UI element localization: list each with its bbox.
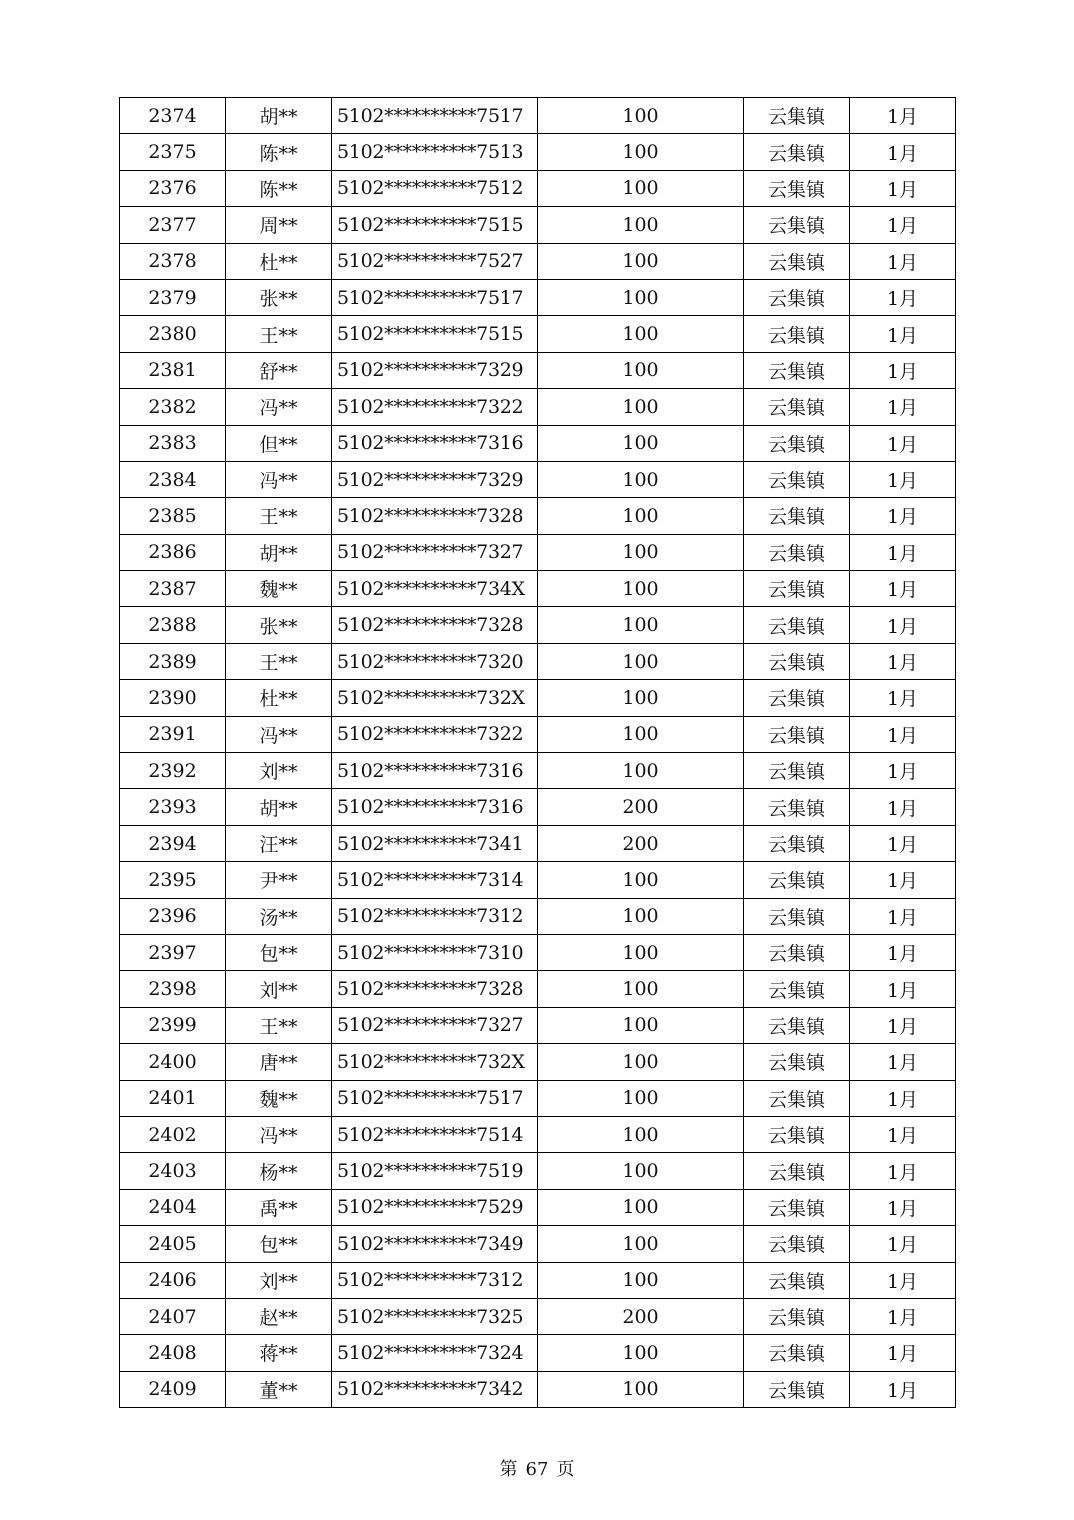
table-row [120,534,956,570]
page-number: 67 [525,1459,549,1480]
name-cell: 汪** [226,825,332,861]
id-number-cell: 5102**********7322 [332,389,538,425]
town-cell: 云集镇 [744,753,850,789]
name-cell: 刘** [226,753,332,789]
name-cell: 包** [226,1226,332,1262]
name-cell: 张** [226,279,332,315]
town-cell: 云集镇 [744,1153,850,1189]
town-cell: 云集镇 [744,716,850,752]
town-cell: 云集镇 [744,571,850,607]
month-cell: 1月 [850,389,956,425]
id-number-cell: 5102**********7527 [332,243,538,279]
amount-cell: 100 [538,1189,744,1225]
row-number-cell: 2388 [120,607,226,643]
month-cell: 1月 [850,643,956,679]
name-cell: 蒋** [226,1335,332,1371]
table-row [120,934,956,970]
town-cell: 云集镇 [744,425,850,461]
month-cell: 1月 [850,1116,956,1152]
name-cell: 刘** [226,971,332,1007]
id-number-cell: 5102**********7341 [332,825,538,861]
row-number-cell: 2406 [120,1262,226,1298]
amount-cell: 100 [538,534,744,570]
amount-cell: 100 [538,170,744,206]
name-cell: 魏** [226,1080,332,1116]
amount-cell: 100 [538,425,744,461]
month-cell: 1月 [850,461,956,497]
id-number-cell: 5102**********7519 [332,1153,538,1189]
table-row [120,898,956,934]
row-number-cell: 2375 [120,134,226,170]
amount-cell: 200 [538,789,744,825]
month-cell: 1月 [850,789,956,825]
row-number-cell: 2409 [120,1371,226,1407]
table-row [120,425,956,461]
amount-cell: 100 [538,898,744,934]
table-row [120,279,956,315]
id-number-cell: 5102**********734X [332,571,538,607]
table-row [120,170,956,206]
town-cell: 云集镇 [744,1262,850,1298]
month-cell: 1月 [850,279,956,315]
id-number-cell: 5102**********7328 [332,607,538,643]
id-number-cell: 5102**********7517 [332,279,538,315]
row-number-cell: 2397 [120,934,226,970]
amount-cell: 100 [538,316,744,352]
amount-cell: 100 [538,643,744,679]
table-row [120,352,956,388]
row-number-cell: 2374 [120,98,226,134]
table-row [120,789,956,825]
town-cell: 云集镇 [744,1335,850,1371]
town-cell: 云集镇 [744,862,850,898]
table-row [120,1116,956,1152]
table-row [120,1335,956,1371]
name-cell: 尹** [226,862,332,898]
row-number-cell: 2405 [120,1226,226,1262]
amount-cell: 100 [538,1044,744,1080]
month-cell: 1月 [850,134,956,170]
town-cell: 云集镇 [744,534,850,570]
table-row [120,825,956,861]
town-cell: 云集镇 [744,825,850,861]
month-cell: 1月 [850,862,956,898]
name-cell: 魏** [226,571,332,607]
amount-cell: 100 [538,1116,744,1152]
name-cell: 胡** [226,789,332,825]
row-number-cell: 2396 [120,898,226,934]
row-number-cell: 2395 [120,862,226,898]
table-row [120,643,956,679]
month-cell: 1月 [850,1371,956,1407]
table-row [120,862,956,898]
month-cell: 1月 [850,971,956,1007]
amount-cell: 100 [538,1007,744,1043]
amount-cell: 100 [538,243,744,279]
id-number-cell: 5102**********732X [332,1044,538,1080]
town-cell: 云集镇 [744,316,850,352]
row-number-cell: 2376 [120,170,226,206]
name-cell: 汤** [226,898,332,934]
row-number-cell: 2386 [120,534,226,570]
id-number-cell: 5102**********7322 [332,716,538,752]
town-cell: 云集镇 [744,98,850,134]
town-cell: 云集镇 [744,1226,850,1262]
row-number-cell: 2378 [120,243,226,279]
table-row [120,461,956,497]
month-cell: 1月 [850,1153,956,1189]
town-cell: 云集镇 [744,898,850,934]
id-number-cell: 5102**********7328 [332,498,538,534]
page-footer [0,1455,1074,1481]
month-cell: 1月 [850,571,956,607]
month-cell: 1月 [850,316,956,352]
name-cell: 胡** [226,534,332,570]
row-number-cell: 2391 [120,716,226,752]
town-cell: 云集镇 [744,789,850,825]
amount-cell: 100 [538,461,744,497]
id-number-cell: 5102**********7342 [332,1371,538,1407]
name-cell: 陈** [226,134,332,170]
town-cell: 云集镇 [744,971,850,1007]
amount-cell: 100 [538,862,744,898]
name-cell: 杨** [226,1153,332,1189]
month-cell: 1月 [850,716,956,752]
id-number-cell: 5102**********7513 [332,134,538,170]
table-row [120,1262,956,1298]
amount-cell: 100 [538,1080,744,1116]
name-cell: 张** [226,607,332,643]
amount-cell: 100 [538,1335,744,1371]
town-cell: 云集镇 [744,243,850,279]
town-cell: 云集镇 [744,1080,850,1116]
month-cell: 1月 [850,753,956,789]
table-row [120,971,956,1007]
table-row [120,134,956,170]
id-number-cell: 5102**********7314 [332,862,538,898]
amount-cell: 100 [538,571,744,607]
name-cell: 杜** [226,243,332,279]
name-cell: 周** [226,207,332,243]
row-number-cell: 2389 [120,643,226,679]
month-cell: 1月 [850,1080,956,1116]
amount-cell: 100 [538,98,744,134]
table-row [120,1371,956,1407]
amount-cell: 100 [538,680,744,716]
month-cell: 1月 [850,1226,956,1262]
amount-cell: 100 [538,1226,744,1262]
row-number-cell: 2384 [120,461,226,497]
table-row [120,607,956,643]
table-row [120,1044,956,1080]
row-number-cell: 2379 [120,279,226,315]
town-cell: 云集镇 [744,1116,850,1152]
town-cell: 云集镇 [744,1007,850,1043]
name-cell: 冯** [226,1116,332,1152]
id-number-cell: 5102**********7316 [332,753,538,789]
page-prefix: 第 [499,1459,518,1480]
month-cell: 1月 [850,1189,956,1225]
row-number-cell: 2404 [120,1189,226,1225]
row-number-cell: 2377 [120,207,226,243]
amount-cell: 100 [538,971,744,1007]
row-number-cell: 2381 [120,352,226,388]
town-cell: 云集镇 [744,389,850,425]
amount-cell: 100 [538,1371,744,1407]
amount-cell: 100 [538,134,744,170]
row-number-cell: 2398 [120,971,226,1007]
town-cell: 云集镇 [744,680,850,716]
name-cell: 舒** [226,352,332,388]
amount-cell: 100 [538,352,744,388]
table-row [120,1298,956,1334]
id-number-cell: 5102**********7512 [332,170,538,206]
month-cell: 1月 [850,1044,956,1080]
month-cell: 1月 [850,207,956,243]
town-cell: 云集镇 [744,279,850,315]
name-cell: 禹** [226,1189,332,1225]
town-cell: 云集镇 [744,934,850,970]
name-cell: 冯** [226,716,332,752]
page-suffix: 页 [556,1459,575,1480]
month-cell: 1月 [850,1262,956,1298]
town-cell: 云集镇 [744,207,850,243]
id-number-cell: 5102**********7310 [332,934,538,970]
id-number-cell: 5102**********7515 [332,316,538,352]
amount-cell: 200 [538,1298,744,1334]
name-cell: 董** [226,1371,332,1407]
town-cell: 云集镇 [744,1044,850,1080]
table-row [120,753,956,789]
table-row [120,1080,956,1116]
name-cell: 赵** [226,1298,332,1334]
month-cell: 1月 [850,498,956,534]
table-row [120,316,956,352]
name-cell: 王** [226,643,332,679]
id-number-cell: 5102**********7324 [332,1335,538,1371]
id-number-cell: 5102**********7327 [332,534,538,570]
row-number-cell: 2387 [120,571,226,607]
town-cell: 云集镇 [744,134,850,170]
table-row [120,207,956,243]
town-cell: 云集镇 [744,352,850,388]
table-row [120,716,956,752]
amount-cell: 100 [538,1262,744,1298]
table-row [120,1226,956,1262]
row-number-cell: 2403 [120,1153,226,1189]
amount-cell: 100 [538,753,744,789]
month-cell: 1月 [850,607,956,643]
table-row [120,389,956,425]
id-number-cell: 5102**********7329 [332,352,538,388]
month-cell: 1月 [850,1298,956,1334]
name-cell: 王** [226,316,332,352]
row-number-cell: 2400 [120,1044,226,1080]
row-number-cell: 2393 [120,789,226,825]
id-number-cell: 5102**********732X [332,680,538,716]
month-cell: 1月 [850,98,956,134]
name-cell: 包** [226,934,332,970]
town-cell: 云集镇 [744,607,850,643]
id-number-cell: 5102**********7515 [332,207,538,243]
id-number-cell: 5102**********7517 [332,1080,538,1116]
id-number-cell: 5102**********7320 [332,643,538,679]
month-cell: 1月 [850,352,956,388]
month-cell: 1月 [850,825,956,861]
table-row [120,243,956,279]
town-cell: 云集镇 [744,1298,850,1334]
row-number-cell: 2399 [120,1007,226,1043]
name-cell: 唐** [226,1044,332,1080]
id-number-cell: 5102**********7349 [332,1226,538,1262]
town-cell: 云集镇 [744,498,850,534]
month-cell: 1月 [850,1335,956,1371]
id-number-cell: 5102**********7329 [332,461,538,497]
town-cell: 云集镇 [744,461,850,497]
table-row [120,571,956,607]
id-number-cell: 5102**********7316 [332,425,538,461]
month-cell: 1月 [850,934,956,970]
amount-cell: 100 [538,498,744,534]
name-cell: 但** [226,425,332,461]
row-number-cell: 2401 [120,1080,226,1116]
id-number-cell: 5102**********7327 [332,1007,538,1043]
month-cell: 1月 [850,243,956,279]
table-row [120,1007,956,1043]
table-body [120,98,956,1408]
month-cell: 1月 [850,534,956,570]
id-number-cell: 5102**********7312 [332,898,538,934]
amount-cell: 200 [538,825,744,861]
month-cell: 1月 [850,425,956,461]
row-number-cell: 2385 [120,498,226,534]
month-cell: 1月 [850,170,956,206]
name-cell: 王** [226,1007,332,1043]
name-cell: 刘** [226,1262,332,1298]
data-table [119,97,956,1408]
row-number-cell: 2390 [120,680,226,716]
month-cell: 1月 [850,898,956,934]
row-number-cell: 2408 [120,1335,226,1371]
id-number-cell: 5102**********7514 [332,1116,538,1152]
name-cell: 王** [226,498,332,534]
amount-cell: 100 [538,1153,744,1189]
name-cell: 冯** [226,389,332,425]
id-number-cell: 5102**********7316 [332,789,538,825]
id-number-cell: 5102**********7529 [332,1189,538,1225]
row-number-cell: 2407 [120,1298,226,1334]
month-cell: 1月 [850,680,956,716]
town-cell: 云集镇 [744,1189,850,1225]
row-number-cell: 2402 [120,1116,226,1152]
row-number-cell: 2394 [120,825,226,861]
month-cell: 1月 [850,1007,956,1043]
id-number-cell: 5102**********7517 [332,98,538,134]
table-row [120,498,956,534]
table-row [120,1153,956,1189]
amount-cell: 100 [538,716,744,752]
table-row [120,98,956,134]
amount-cell: 100 [538,389,744,425]
amount-cell: 100 [538,207,744,243]
name-cell: 胡** [226,98,332,134]
name-cell: 冯** [226,461,332,497]
id-number-cell: 5102**********7312 [332,1262,538,1298]
town-cell: 云集镇 [744,170,850,206]
table-row [120,1189,956,1225]
table-row [120,680,956,716]
id-number-cell: 5102**********7325 [332,1298,538,1334]
name-cell: 陈** [226,170,332,206]
town-cell: 云集镇 [744,1371,850,1407]
row-number-cell: 2382 [120,389,226,425]
row-number-cell: 2383 [120,425,226,461]
amount-cell: 100 [538,934,744,970]
row-number-cell: 2392 [120,753,226,789]
amount-cell: 100 [538,607,744,643]
name-cell: 杜** [226,680,332,716]
amount-cell: 100 [538,279,744,315]
town-cell: 云集镇 [744,643,850,679]
row-number-cell: 2380 [120,316,226,352]
id-number-cell: 5102**********7328 [332,971,538,1007]
